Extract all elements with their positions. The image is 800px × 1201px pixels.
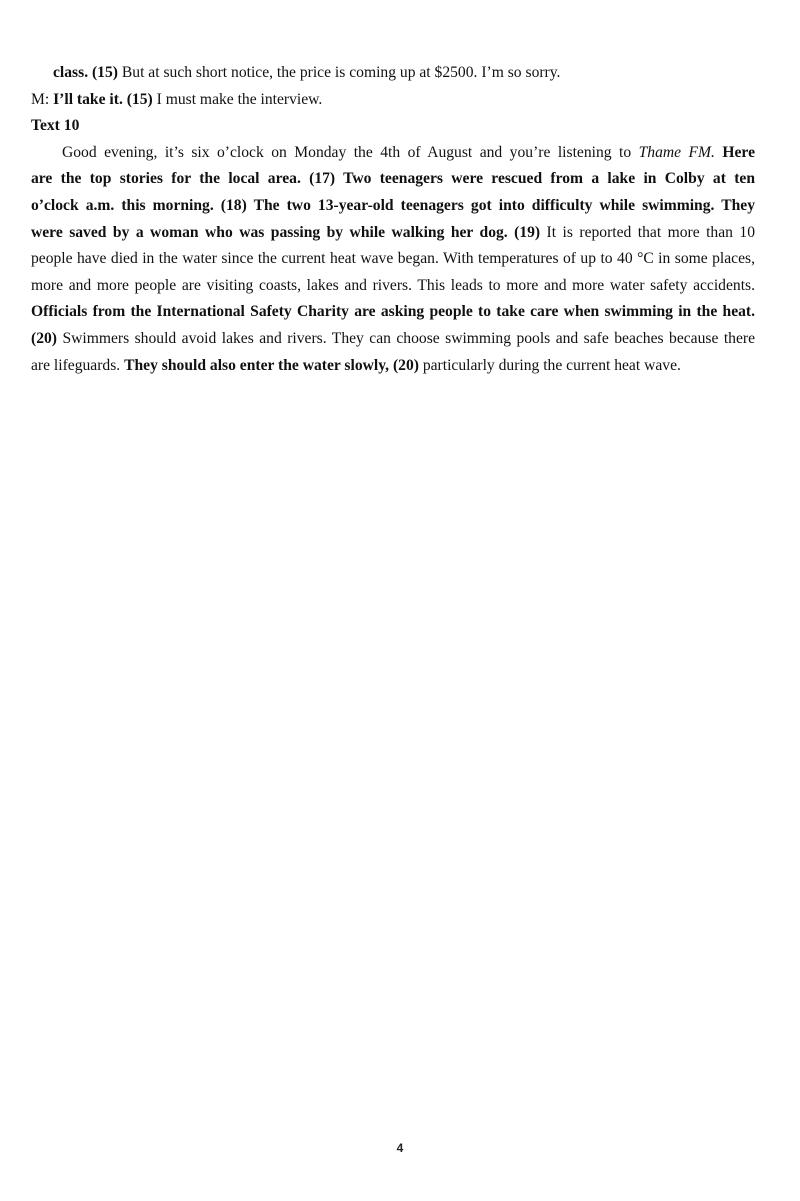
- text-run: But at such short notice, the price is coming up at $2500. I’m so sorry.: [117, 64, 561, 81]
- bold-run: (20): [31, 329, 57, 347]
- bold-run: were saved by a woman who was passing by while walking her dog. (19): [31, 223, 541, 241]
- paragraph-line-7: [31, 299, 755, 326]
- text-run: particularly during the current heat wave.: [418, 356, 681, 374]
- bold-run: class. (15): [53, 64, 118, 81]
- paragraph-line-2: [31, 166, 755, 193]
- paragraph-line-1: [31, 140, 755, 167]
- text-run: are lifeguards.: [31, 356, 125, 374]
- text-run: It is reported that more than 10: [540, 223, 755, 241]
- bold-run: Here: [714, 143, 755, 161]
- paragraph-line-5: [31, 246, 755, 273]
- section-heading: Text 10: [31, 117, 80, 135]
- bold-run: Officials from the International Safety Charity are asking people to take care when swimming in the heat.: [31, 303, 755, 321]
- paragraph-line-6: [31, 273, 755, 300]
- document-page: [31, 60, 755, 379]
- text-run: Swimmers should avoid lakes and rivers. They can choose swimming pools and safe beaches because there: [56, 329, 755, 347]
- bold-run: I’ll take it. (15): [53, 90, 153, 108]
- text-run: Good evening, it’s six o’clock on Monday the 4th of August and you’re listening to: [62, 143, 639, 161]
- paragraph-line-4: [31, 220, 755, 247]
- paragraph-line-9: [31, 353, 755, 380]
- text-run: I must make the interview.: [152, 90, 323, 108]
- text-run: people have died in the water since the current heat wave began. With temperatures of up to 40 °C in some places,: [31, 250, 755, 268]
- text9-line-2: [31, 87, 755, 114]
- paragraph-line-8: [31, 326, 755, 353]
- text9-line-1: [31, 60, 755, 87]
- paragraph-line-3: [31, 193, 755, 220]
- page-number: 4: [396, 1141, 404, 1155]
- bold-run: o’clock a.m. this morning. (18) The two 13-year-old teenagers got into difficulty while swimming. They: [31, 196, 755, 214]
- bold-run: They should also enter the water slowly, (20): [124, 356, 419, 374]
- speaker-label: M:: [31, 90, 54, 108]
- bold-run: are the top stories for the local area. (17) Two teenagers were rescued from a lake in Colby at ten: [31, 170, 755, 188]
- italic-run: Thame FM.: [638, 143, 715, 161]
- text-run: more and more people are visiting coasts, lakes and rivers. This leads to more and more water safety accidents.: [31, 276, 755, 294]
